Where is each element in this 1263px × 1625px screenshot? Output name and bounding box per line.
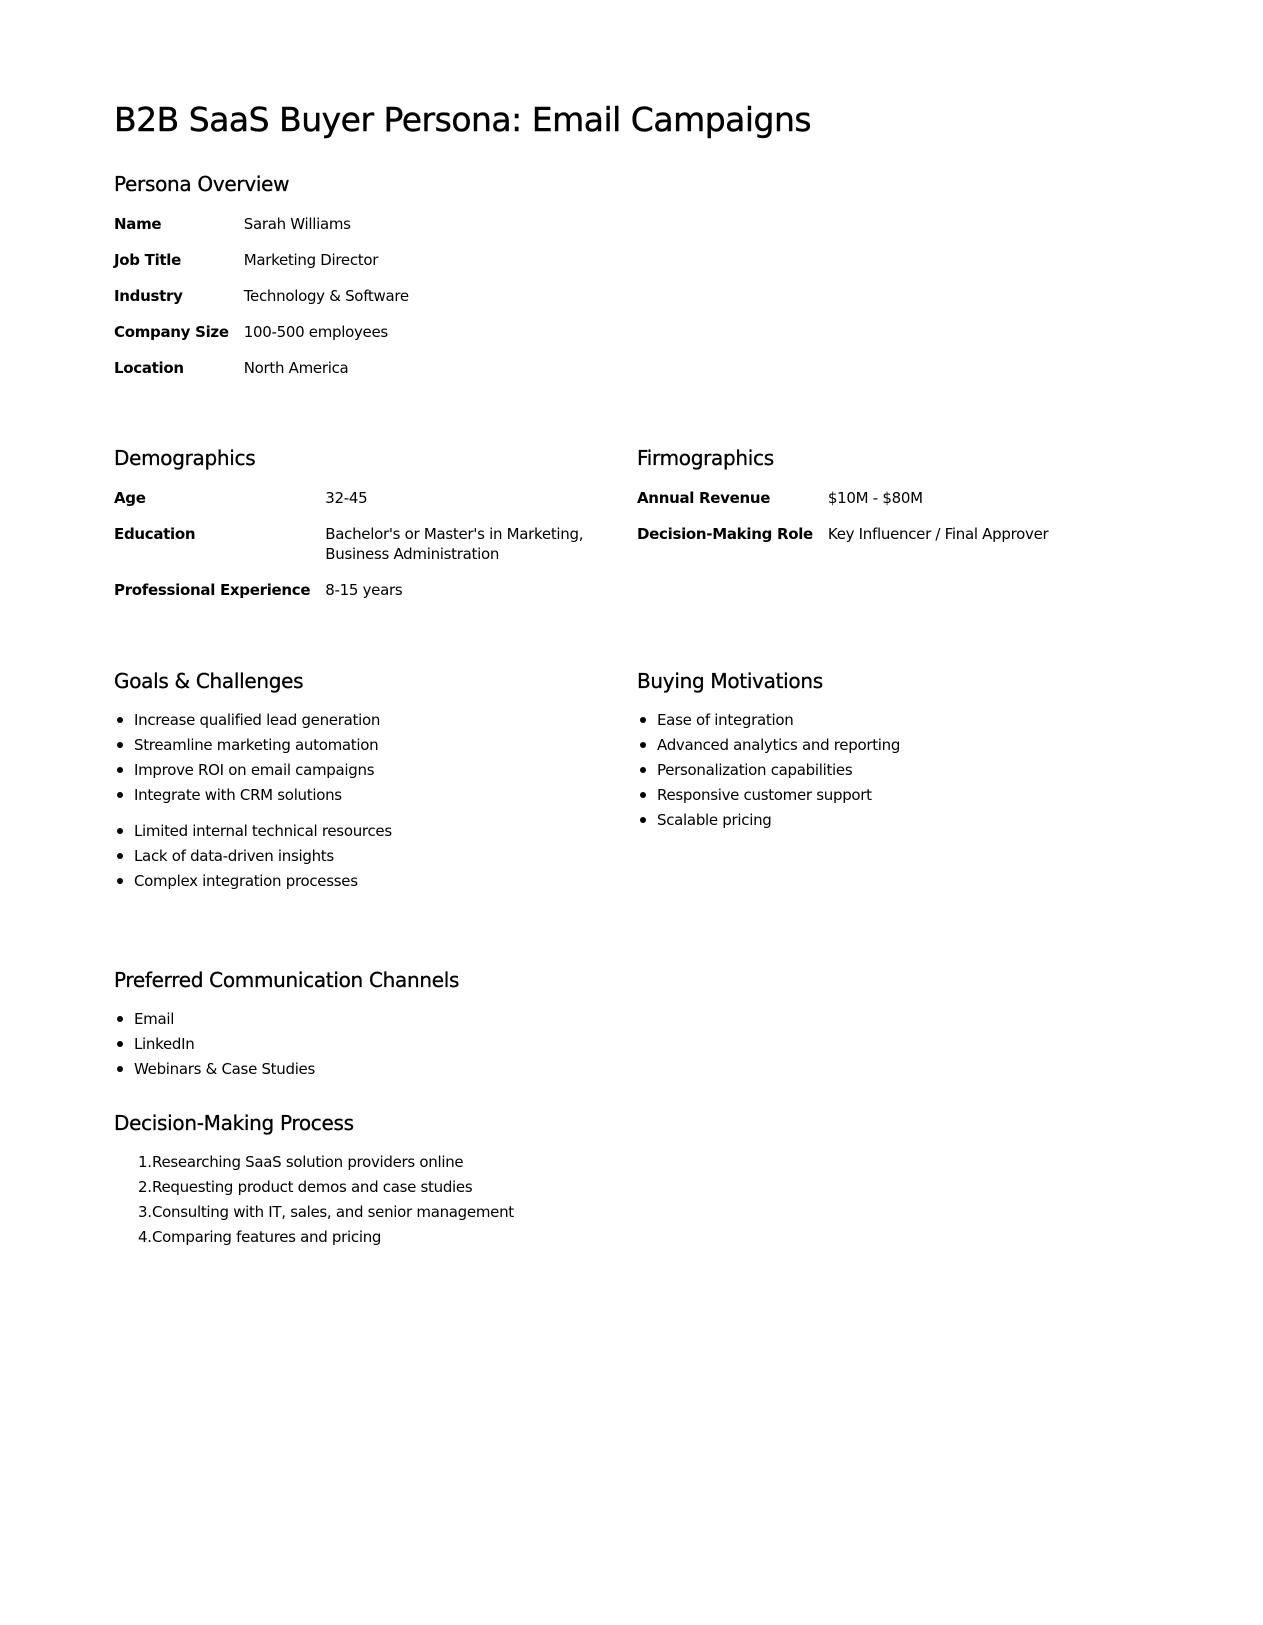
field-value: Technology & Software bbox=[243, 287, 409, 305]
bullet-icon bbox=[640, 792, 646, 798]
demographics-section bbox=[114, 446, 614, 616]
list-item bbox=[114, 871, 392, 896]
list-item bbox=[114, 1227, 514, 1252]
page-title: B2B SaaS Buyer Persona: Email Campaigns bbox=[114, 100, 812, 139]
list-item bbox=[114, 1034, 459, 1059]
field-value: Bachelor's or Master's in Marketing, Business Administration bbox=[325, 525, 584, 563]
field-value: Marketing Director bbox=[243, 251, 379, 269]
list-item-text: Responsive customer support bbox=[657, 786, 872, 804]
list-item bbox=[637, 785, 900, 810]
list-item bbox=[114, 1009, 459, 1034]
list-item-text: Lack of data-driven insights bbox=[134, 847, 334, 865]
list-item-text: LinkedIn bbox=[134, 1035, 195, 1053]
section-heading: Firmographics bbox=[637, 446, 774, 470]
demographics-row bbox=[114, 580, 614, 616]
bullet-icon bbox=[117, 878, 123, 884]
persona-overview-section bbox=[114, 172, 409, 394]
field-label: Professional Experience bbox=[114, 581, 311, 599]
list-item bbox=[114, 846, 392, 871]
firmographics-row bbox=[637, 524, 1048, 560]
bullet-icon bbox=[117, 1066, 123, 1072]
section-heading: Decision-Making Process bbox=[114, 1111, 354, 1135]
step-number: 2. bbox=[138, 1178, 152, 1196]
step-text: Consulting with IT, sales, and senior management bbox=[152, 1203, 514, 1221]
decision-process-section bbox=[114, 1111, 514, 1252]
list-item bbox=[114, 821, 392, 846]
bullet-icon bbox=[117, 828, 123, 834]
list-item-text: Scalable pricing bbox=[657, 811, 772, 829]
list-item bbox=[637, 760, 900, 785]
bullet-icon bbox=[117, 1016, 123, 1022]
bullet-icon bbox=[117, 853, 123, 859]
section-heading: Goals & Challenges bbox=[114, 669, 304, 693]
bullet-icon bbox=[117, 767, 123, 773]
section-heading: Persona Overview bbox=[114, 172, 290, 196]
field-label: Job Title bbox=[114, 251, 182, 269]
overview-row bbox=[114, 286, 409, 322]
field-value: Key Influencer / Final Approver bbox=[827, 525, 1049, 543]
field-value: Sarah Williams bbox=[243, 215, 351, 233]
section-heading: Buying Motivations bbox=[637, 669, 823, 693]
section-heading: Demographics bbox=[114, 446, 256, 470]
field-label: Annual Revenue bbox=[637, 489, 771, 507]
firmographics-row bbox=[637, 488, 1048, 524]
list-item-text: Email bbox=[134, 1010, 175, 1028]
list-item bbox=[637, 810, 900, 835]
motivations-list bbox=[637, 710, 900, 835]
list-item-text: Advanced analytics and reporting bbox=[657, 736, 901, 754]
challenges-list bbox=[114, 821, 392, 896]
field-label: Location bbox=[114, 359, 184, 377]
step-text: Comparing features and pricing bbox=[152, 1228, 382, 1246]
overview-row bbox=[114, 214, 409, 250]
list-item bbox=[114, 760, 392, 785]
list-item-text: Limited internal technical resources bbox=[134, 822, 392, 840]
step-number: 1. bbox=[138, 1153, 152, 1171]
overview-row bbox=[114, 322, 409, 358]
field-value: 8-15 years bbox=[325, 581, 403, 599]
list-item bbox=[114, 710, 392, 735]
field-value: $10M - $80M bbox=[827, 489, 923, 507]
step-number: 3. bbox=[138, 1203, 152, 1221]
decision-steps-list bbox=[114, 1152, 514, 1252]
demographics-table bbox=[114, 488, 614, 616]
field-value: North America bbox=[243, 359, 349, 377]
field-label: Age bbox=[114, 489, 146, 507]
bullet-icon bbox=[117, 792, 123, 798]
overview-row bbox=[114, 358, 409, 394]
list-item-text: Webinars & Case Studies bbox=[134, 1060, 316, 1078]
list-item-text: Personalization capabilities bbox=[657, 761, 853, 779]
section-heading: Preferred Communication Channels bbox=[114, 968, 460, 992]
field-label: Education bbox=[114, 525, 196, 543]
list-item-text: Integrate with CRM solutions bbox=[134, 786, 342, 804]
bullet-icon bbox=[640, 742, 646, 748]
bullet-icon bbox=[640, 817, 646, 823]
list-item bbox=[114, 1177, 514, 1202]
field-label: Decision-Making Role bbox=[637, 525, 813, 543]
demographics-row bbox=[114, 524, 614, 580]
bullet-icon bbox=[117, 742, 123, 748]
bullet-icon bbox=[640, 717, 646, 723]
overview-row bbox=[114, 250, 409, 286]
bullet-icon bbox=[117, 1041, 123, 1047]
step-text: Requesting product demos and case studies bbox=[152, 1178, 473, 1196]
field-label: Name bbox=[114, 215, 162, 233]
step-number: 4. bbox=[138, 1228, 152, 1246]
field-value: 32-45 bbox=[325, 489, 368, 507]
demographics-row bbox=[114, 488, 614, 524]
list-item bbox=[114, 785, 392, 810]
firmographics-table bbox=[637, 488, 1048, 560]
field-value: 100-500 employees bbox=[243, 323, 388, 341]
list-item-text: Streamline marketing automation bbox=[134, 736, 379, 754]
list-item-text: Improve ROI on email campaigns bbox=[134, 761, 375, 779]
step-text: Researching SaaS solution providers online bbox=[152, 1153, 464, 1171]
bullet-icon bbox=[640, 767, 646, 773]
channels-list bbox=[114, 1009, 459, 1084]
firmographics-section bbox=[637, 446, 1048, 560]
channels-section bbox=[114, 968, 459, 1084]
list-item bbox=[637, 710, 900, 735]
list-item-text: Complex integration processes bbox=[134, 872, 358, 890]
list-item bbox=[637, 735, 900, 760]
buying-motivations-section bbox=[637, 669, 900, 835]
field-label: Industry bbox=[114, 287, 183, 305]
list-item bbox=[114, 1059, 459, 1084]
overview-table bbox=[114, 214, 409, 394]
list-item bbox=[114, 1152, 514, 1177]
goals-challenges-section bbox=[114, 669, 392, 896]
list-item-text: Increase qualified lead generation bbox=[134, 711, 381, 729]
list-item-text: Ease of integration bbox=[657, 711, 794, 729]
goals-list bbox=[114, 710, 392, 810]
bullet-icon bbox=[117, 717, 123, 723]
list-item bbox=[114, 1202, 514, 1227]
list-item bbox=[114, 735, 392, 760]
field-label: Company Size bbox=[114, 323, 229, 341]
